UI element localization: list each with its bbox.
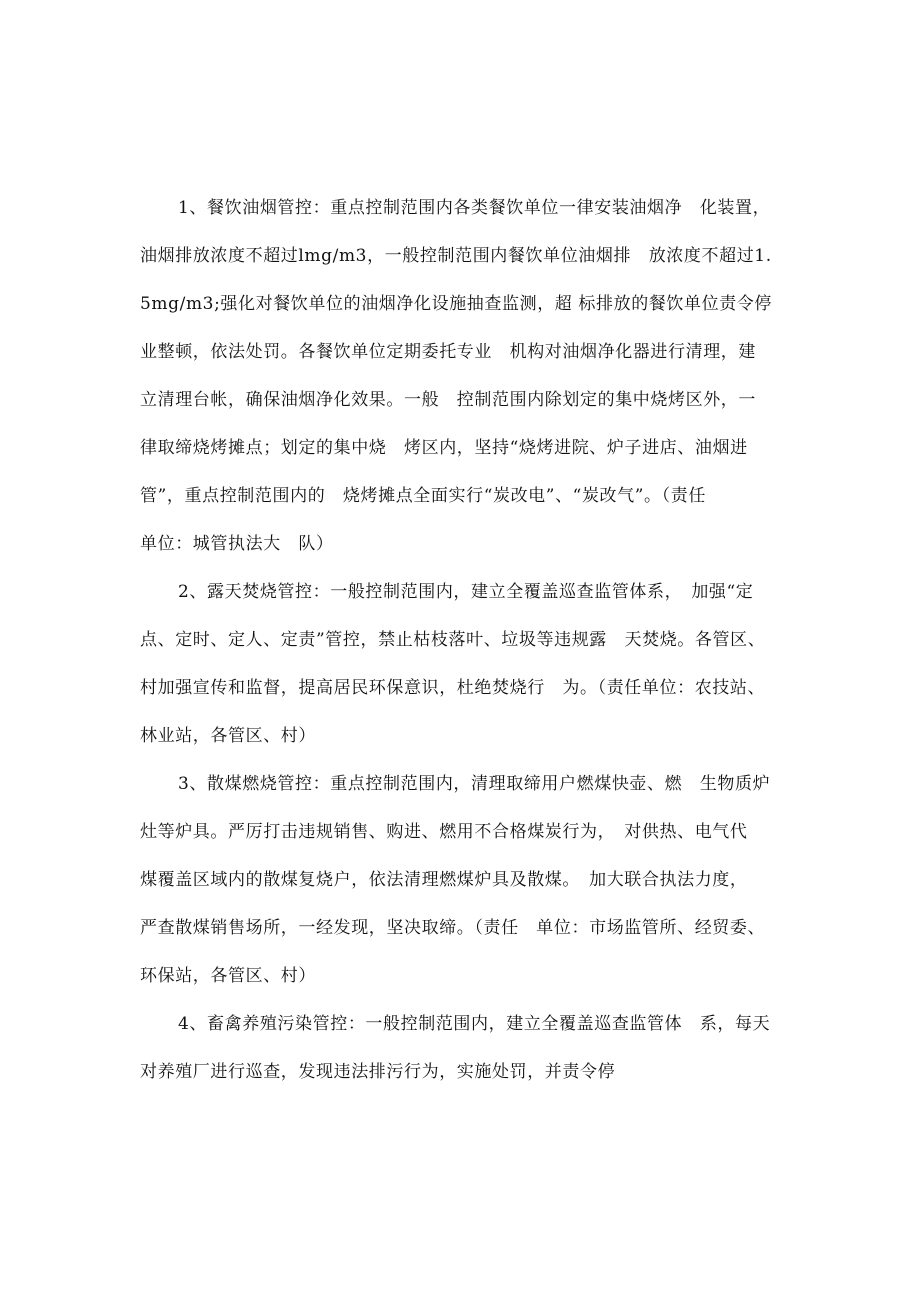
paragraph-2-line-4: 林业站，各管区、村）: [140, 726, 316, 746]
paragraph-3-line-4: 严查散煤销售场所，一经发现，坚决取缔。（责任 单位：市场监管所、经贸委、: [140, 918, 766, 938]
paragraph-1-line-4: 业整顿，依法处罚。各餐饮单位定期委托专业 机构对油烟净化器进行清理，建: [140, 342, 756, 362]
paragraph-1-line-3: 5mg∕m3;强化对餐饮单位的油烟净化设施抽查监测，超 标排放的餐饮单位责令停: [140, 294, 773, 314]
paragraph-4-line-1: 4、畜禽养殖污染管控：一般控制范围内，建立全覆盖巡查监管体 系，每天: [178, 1014, 771, 1034]
paragraph-3-line-5: 环保站，各管区、村）: [140, 966, 316, 986]
paragraph-1-line-5: 立清理台帐，确保油烟净化效果。一般 控制范围内除划定的集中烧烤区外，一: [140, 390, 756, 410]
paragraph-1-line-6: 律取缔烧烤摊点；划定的集中烧 烤区内，坚持“烧烤进院、炉子进店、油烟进: [140, 438, 748, 458]
paragraph-4-line-2: 对养殖厂进行巡查，发现违法排污行为，实施处罚，并责令停: [140, 1062, 616, 1082]
paragraph-3-line-1: 3、散煤燃烧管控：重点控制范围内，清理取缔用户燃煤快壶、燃 生物质炉: [178, 774, 771, 794]
paragraph-1-line-1: 1、餐饮油烟管控：重点控制范围内各类餐饮单位一律安装油烟净 化装置，: [178, 198, 771, 218]
paragraph-1-line-2: 油烟排放浓度不超过lmg∕m3，一般控制范围内餐饮单位油烟排 放浓度不超过1.: [140, 246, 772, 266]
paragraph-3-line-3: 煤覆盖区域内的散煤复烧户，依法清理燃煤炉具及散煤。 加大联合执法力度，: [140, 870, 748, 890]
paragraph-3-line-2: 灶等炉具。严厉打击违规销售、购进、燃用不合格煤炭行为， 对供热、电气代: [140, 822, 748, 842]
paragraph-1-line-7: 管”，重点控制范围内的 烧烤摊点全面实行“炭改电”、“炭改气”。（责任: [140, 486, 706, 506]
paragraph-1-line-8: 单位：城管执法大 队）: [140, 534, 334, 554]
paragraph-2-line-1: 2、露天焚烧管控：一般控制范围内，建立全覆盖巡查监管体系， 加强“定: [178, 582, 754, 602]
paragraph-2-line-3: 村加强宣传和监督，提高居民环保意识，杜绝焚烧行 为。（责任单位：农技站、: [140, 678, 766, 698]
paragraph-2-line-2: 点、定时、定人、定责”管控，禁止枯枝落叶、垃圾等违规露 天焚烧。各管区、: [140, 630, 766, 650]
